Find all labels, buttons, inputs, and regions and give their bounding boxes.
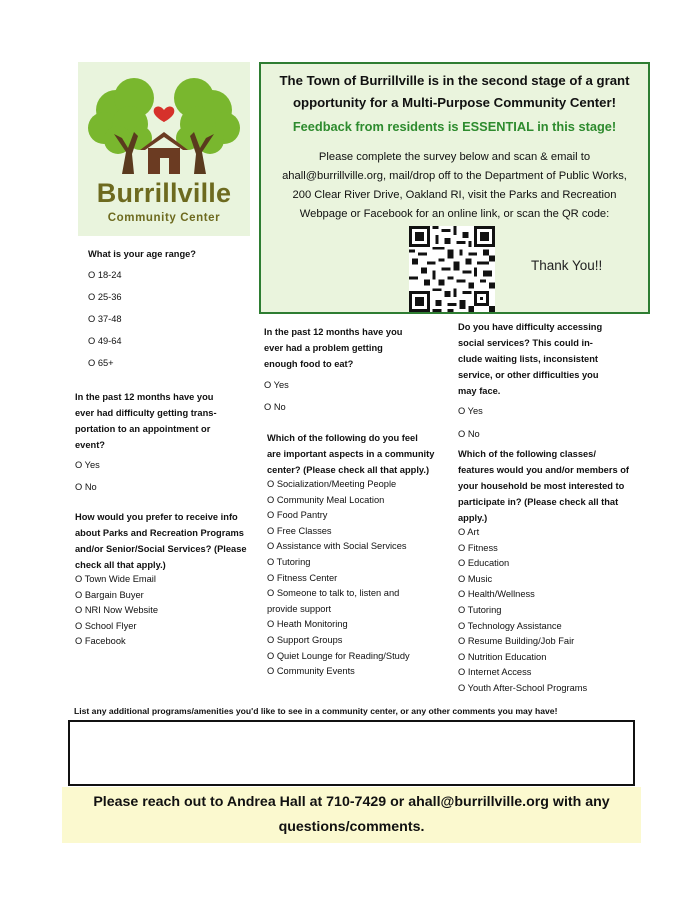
instructions-line[interactable]: Webpage or Facebook for an online link, or scan the QR code:: [299, 208, 610, 220]
classes-option[interactable]: O Youth After-School Programs: [458, 682, 588, 693]
receive-info-options: [75, 572, 158, 650]
contact-footer: [62, 787, 641, 843]
food-question: [264, 324, 402, 372]
classes-option[interactable]: O Resume Building/Job Fair: [458, 636, 575, 647]
aspects-option[interactable]: O Community Meal Location: [267, 494, 385, 505]
aspects-options: [267, 477, 410, 680]
age-option[interactable]: O 18-24: [88, 270, 122, 280]
receive-info-option[interactable]: O Bargain Buyer: [75, 589, 144, 600]
instructions: [263, 148, 646, 224]
classes-option[interactable]: O Internet Access: [458, 667, 532, 678]
aspects-option[interactable]: O Fitness Center: [267, 572, 338, 583]
age-option[interactable]: O 65+: [88, 358, 114, 368]
question-line: may face.: [458, 386, 501, 396]
question-line: social services? This could in-: [458, 338, 593, 348]
instructions-line: Please complete the survey below and scan & email to: [318, 151, 591, 163]
aspects-option[interactable]: O Free Classes: [267, 525, 332, 536]
qr-code-icon[interactable]: [409, 226, 495, 312]
age-option[interactable]: O 49-64: [88, 336, 122, 346]
social-services-question: [458, 319, 602, 399]
aspects-option[interactable]: O Support Groups: [267, 634, 343, 645]
classes-option[interactable]: O Health/Wellness: [458, 589, 535, 600]
classes-option[interactable]: O Education: [458, 558, 510, 569]
receive-info-option[interactable]: O NRI Now Website: [75, 605, 159, 616]
social-services-option-no[interactable]: O No: [458, 429, 480, 439]
aspects-question: [267, 430, 434, 478]
aspects-option[interactable]: O Heath Monitoring: [267, 619, 348, 630]
question-line: Which of the following do you feel: [267, 433, 418, 443]
question-line: How would you prefer to receive info: [75, 512, 238, 522]
aspects-option-continued: provide support: [267, 603, 332, 614]
question-line: event?: [75, 440, 105, 450]
question-line: apply.): [458, 513, 488, 523]
instructions-line: 200 Clear River Drive, Oakland RI, visit the Parks and Recreation: [292, 189, 617, 201]
social-services-option-yes[interactable]: O Yes: [458, 406, 483, 416]
info-heading: [261, 70, 648, 114]
question-line: Which of the following classes/: [458, 449, 596, 459]
footer-line2: questions/comments.: [278, 819, 425, 835]
question-line: about Parks and Recreation Programs: [75, 528, 244, 538]
aspects-option[interactable]: O Tutoring: [267, 556, 311, 567]
classes-option[interactable]: O Art: [458, 527, 480, 537]
info-box: [259, 62, 650, 314]
comments-label: List any additional programs/amenities you'd like to see in a community center, or any other comments you may have!: [74, 706, 558, 716]
question-line: In the past 12 months have you: [264, 327, 403, 337]
question-line: features would you and/or members of: [458, 465, 629, 475]
question-line: clude waiting lists, inconsistent: [458, 354, 598, 364]
classes-option[interactable]: O Tutoring: [458, 604, 502, 615]
receive-info-option[interactable]: O School Flyer: [75, 620, 137, 631]
question-line: check all that apply.): [75, 560, 166, 570]
instructions-line[interactable]: ahall@burrillville.org, mail/drop off to the Department of Public Works,: [282, 170, 627, 182]
info-heading-line2: opportunity for a Multi-Purpose Community Center!: [292, 95, 617, 110]
comments-textarea[interactable]: [68, 720, 635, 786]
feedback-notice: Feedback from residents is ESSENTIAL in this stage!: [292, 119, 617, 134]
question-line: participate in? (Please check all that: [458, 497, 619, 507]
classes-option[interactable]: O Music: [458, 573, 493, 584]
question-line: ever had a problem getting: [264, 343, 383, 353]
thank-you-text: Thank You!!: [531, 258, 603, 273]
question-line: and/or Senior/Social Services? (Please: [75, 544, 247, 554]
question-line: portation to an appointment or: [75, 424, 211, 434]
receive-info-question: [75, 509, 247, 573]
receive-info-option[interactable]: O Town Wide Email: [75, 574, 156, 584]
question-line: Do you have difficulty accessing: [458, 322, 603, 332]
aspects-option[interactable]: O Socialization/Meeting People: [267, 479, 397, 489]
classes-option[interactable]: O Technology Assistance: [458, 620, 562, 631]
aspects-option[interactable]: O Someone to talk to, listen and: [267, 588, 400, 599]
classes-question: [458, 446, 629, 526]
food-option-yes[interactable]: O Yes: [264, 380, 289, 390]
trees-house-heart-logo-icon: [78, 62, 250, 236]
question-line: enough food to eat?: [264, 359, 354, 369]
transport-question: [75, 389, 217, 453]
info-heading-line1: The Town of Burrillville is in the second stage of a grant: [279, 73, 630, 88]
classes-options: [458, 525, 587, 697]
aspects-option[interactable]: O Assistance with Social Services: [267, 541, 407, 552]
food-option-no[interactable]: O No: [264, 402, 286, 412]
question-line: service, or other difficulties you: [458, 370, 599, 380]
logo: [78, 62, 250, 236]
question-line: center? (Please check all that apply.): [267, 465, 430, 475]
aspects-option[interactable]: O Food Pantry: [267, 510, 328, 521]
classes-option[interactable]: O Fitness: [458, 542, 498, 553]
age-option[interactable]: O 25-36: [88, 292, 122, 302]
transport-option-yes[interactable]: O Yes: [75, 460, 100, 470]
transport-option-no[interactable]: O No: [75, 482, 97, 492]
age-option[interactable]: O 37-48: [88, 314, 122, 324]
classes-option[interactable]: O Nutrition Education: [458, 651, 547, 662]
aspects-option[interactable]: O Community Events: [267, 666, 355, 677]
question-line: ever had difficulty getting trans-: [75, 408, 217, 418]
question-line: your household be most interested to: [458, 481, 625, 491]
aspects-option[interactable]: O Quiet Lounge for Reading/Study: [267, 650, 410, 661]
logo-title: Burrillville: [96, 178, 232, 208]
question-line: In the past 12 months have you: [75, 392, 214, 402]
footer-line1: Please reach out to Andrea Hall at 710-7429 or ahall@burrillville.org with any: [93, 794, 610, 810]
logo-subtitle: Community Center: [107, 212, 221, 224]
receive-info-option[interactable]: O Facebook: [75, 636, 126, 647]
age-question: What is your age range?: [88, 249, 196, 259]
question-line: are important aspects in a community: [267, 449, 435, 459]
